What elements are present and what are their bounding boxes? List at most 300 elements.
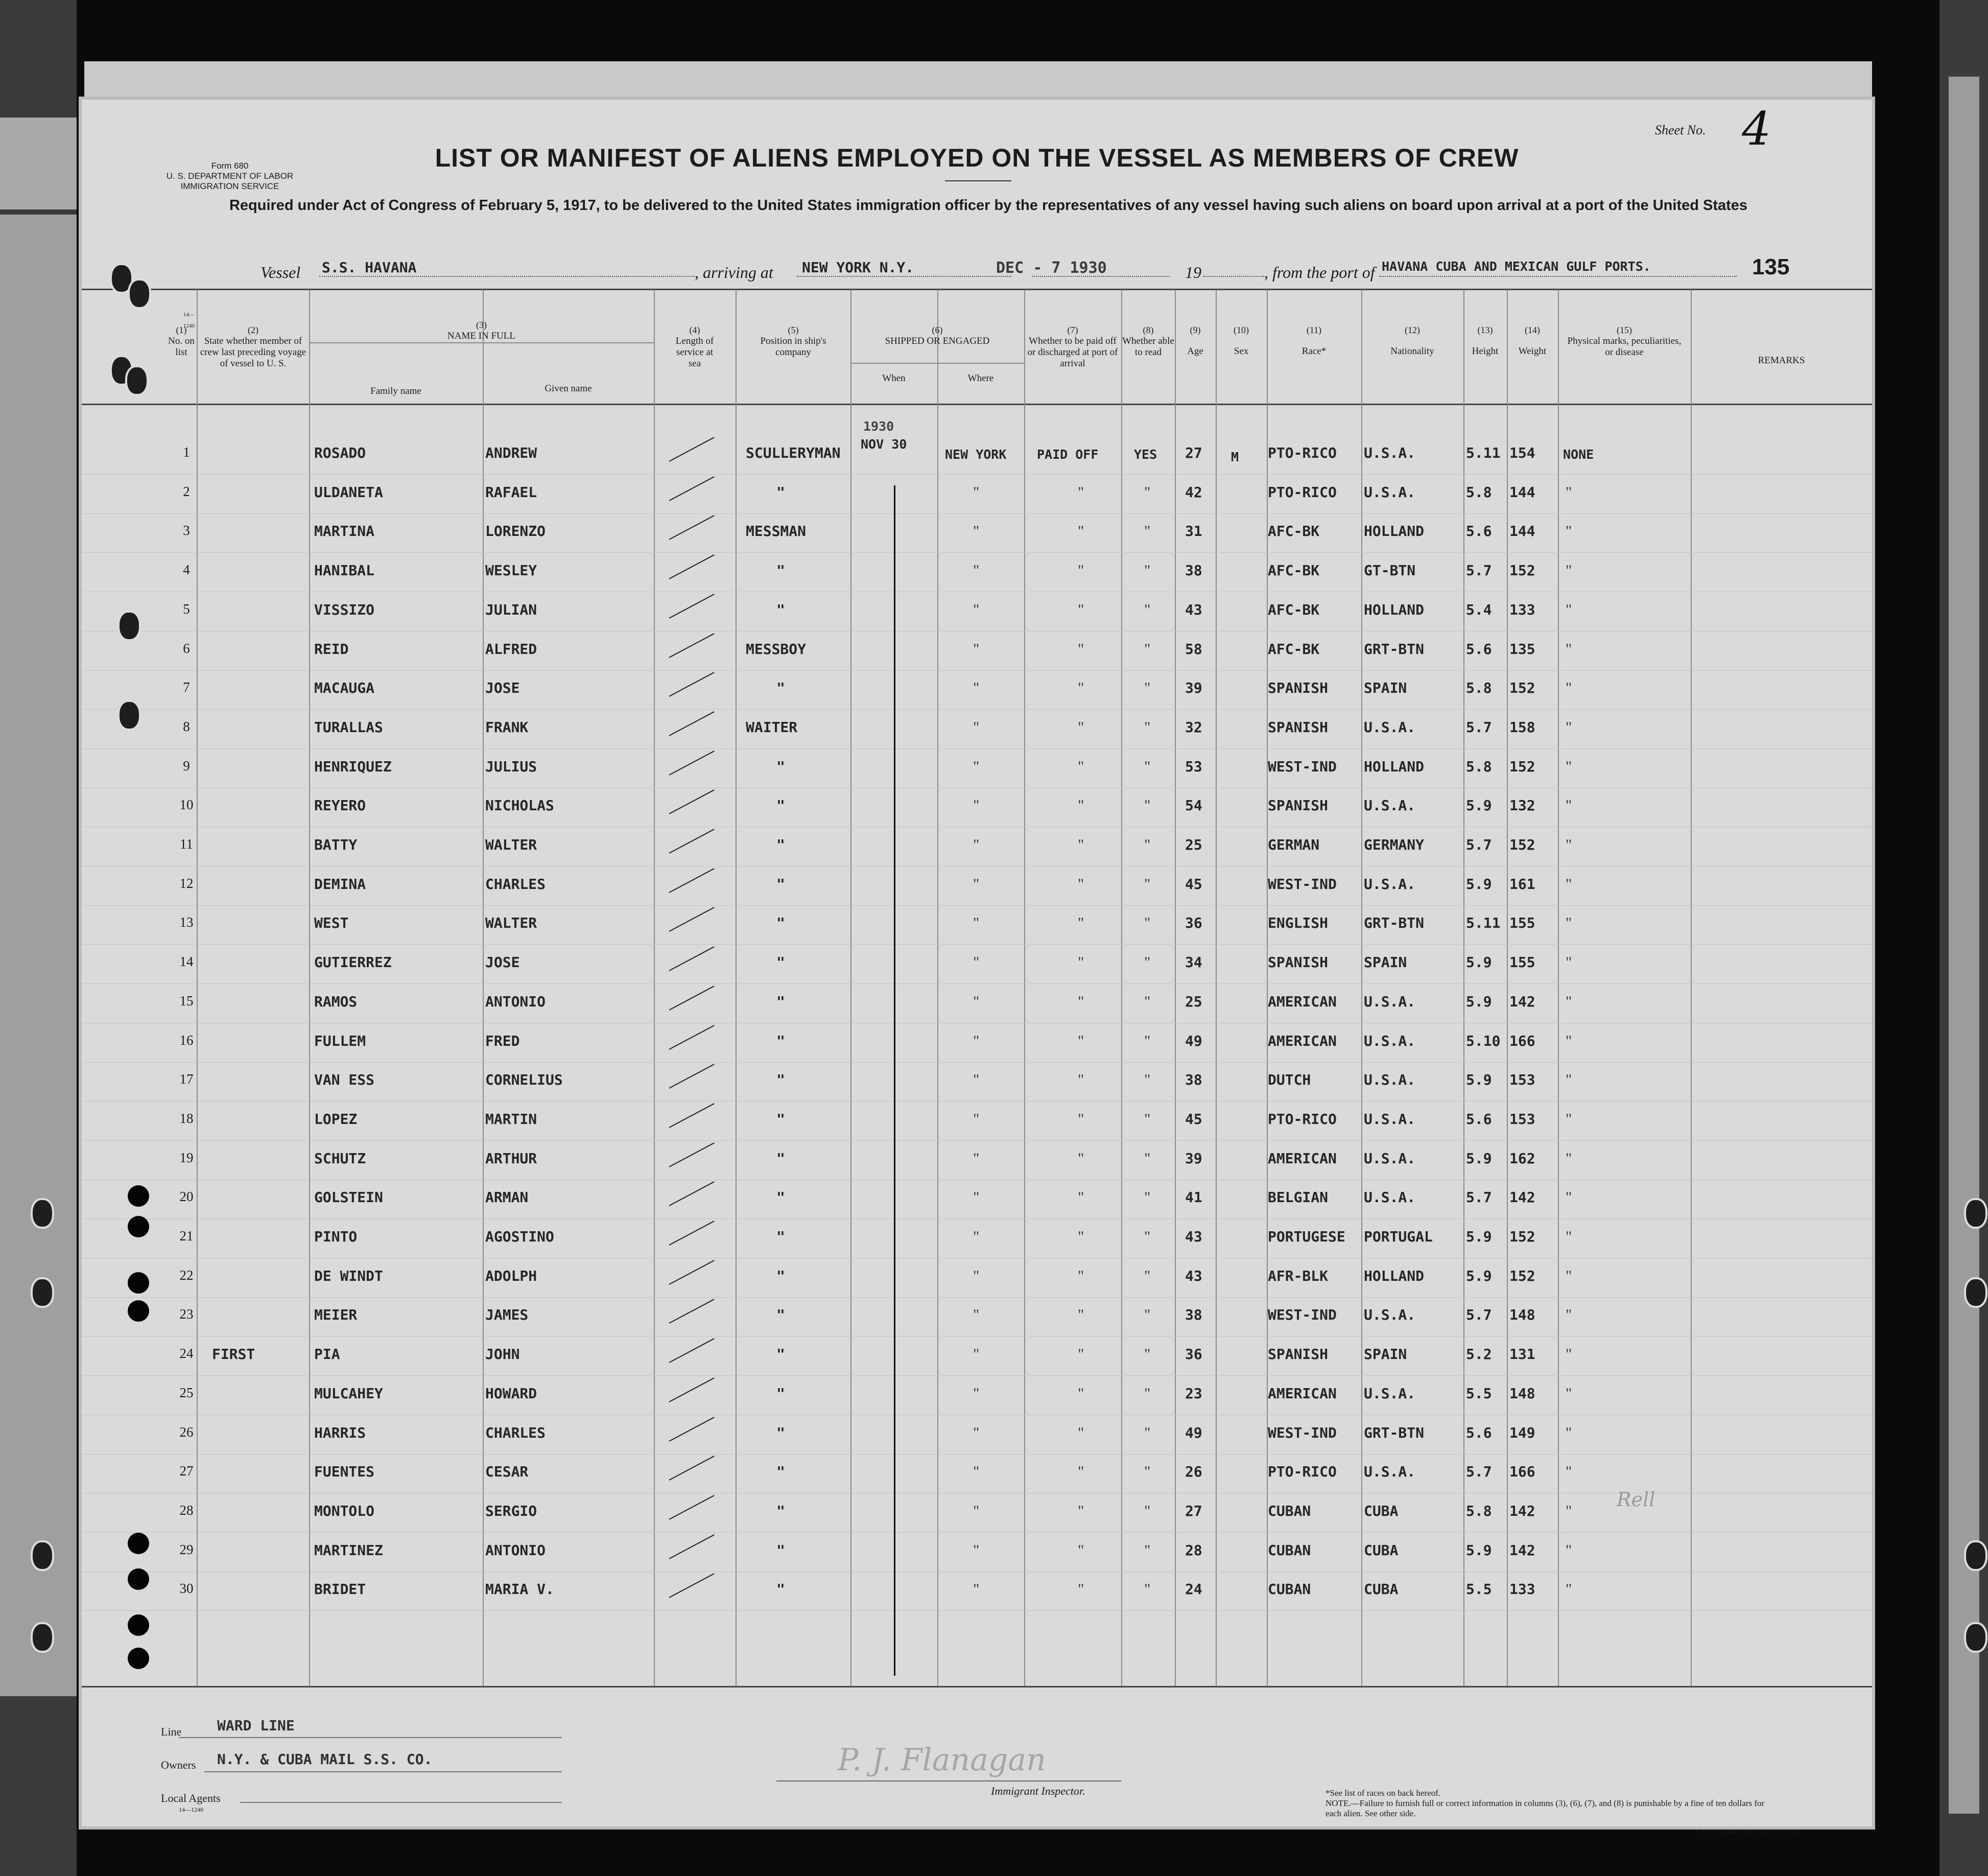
nationality: SPAIN	[1364, 954, 1407, 971]
age: 36	[1185, 914, 1202, 932]
race: BELGIAN	[1268, 1189, 1329, 1206]
race: SPANISH	[1268, 797, 1329, 814]
race: WEST-IND	[1268, 1306, 1337, 1324]
where-ditto: "	[973, 1541, 980, 1559]
service-length-stroke	[669, 1025, 715, 1050]
nationality: CUBA	[1364, 1541, 1399, 1559]
read-ditto: "	[1144, 1032, 1151, 1049]
where-ditto: "	[973, 523, 980, 540]
punch-hole	[128, 1648, 149, 1669]
family-name: FULLEM	[314, 1032, 366, 1049]
weight: 142	[1509, 1502, 1535, 1519]
from-port-label: , from the port of	[1264, 263, 1375, 282]
position: "	[776, 1032, 785, 1049]
paid-ditto: "	[1078, 562, 1084, 579]
where-ditto: "	[973, 1502, 980, 1519]
where-ditto: "	[973, 758, 980, 775]
arriving-port: NEW YORK N.Y.	[802, 259, 914, 276]
given-name: FRED	[485, 1032, 520, 1049]
age: 23	[1185, 1385, 1202, 1402]
age: 53	[1185, 758, 1202, 775]
row-number: 5	[183, 601, 190, 617]
race: SPANISH	[1268, 679, 1329, 697]
punch-hole	[128, 1568, 149, 1590]
service-length-stroke	[669, 751, 715, 776]
punch-hole	[31, 1540, 54, 1571]
service-length-stroke	[669, 672, 715, 697]
family-name: DE WINDT	[314, 1267, 383, 1284]
race: AFC-BK	[1268, 523, 1320, 540]
col6-when-header: When	[882, 373, 906, 384]
family-name: TURALLAS	[314, 718, 383, 736]
marks-ditto: "	[1566, 640, 1572, 658]
page-subtitle: Required under Act of Congress of February 5, 1917, to be delivered to the United States immigration officer by the representatives of any vessel having such aliens on board upon arrival at a port of the United States	[229, 197, 1748, 214]
read-ditto: "	[1144, 1385, 1151, 1402]
row-number: 25	[179, 1385, 194, 1400]
printer-imprint: U. S. GOVERNMENT PRINTING OFFICE: 1929	[1696, 1829, 1800, 1835]
service-length-stroke	[669, 1142, 715, 1167]
paid-ditto: "	[1078, 954, 1084, 971]
given-name: CHARLES	[485, 1424, 546, 1441]
weight: 148	[1509, 1306, 1535, 1324]
punch-hole	[31, 1198, 54, 1229]
nationality: U.S.A.	[1364, 797, 1416, 814]
weight: 161	[1509, 875, 1535, 893]
paid-ditto: "	[1078, 1032, 1084, 1049]
where-ditto: "	[973, 1306, 980, 1324]
marks-ditto: "	[1566, 601, 1572, 618]
nationality: GRT-BTN	[1364, 914, 1425, 932]
read-ditto: "	[1144, 1110, 1151, 1128]
marks-ditto: "	[1566, 1502, 1572, 1519]
marks-ditto: "	[1566, 679, 1572, 697]
height: 5.7	[1466, 1463, 1492, 1481]
race: SPANISH	[1268, 954, 1329, 971]
family-name: SCHUTZ	[314, 1150, 366, 1167]
weight: 154	[1509, 444, 1535, 461]
given-name: CESAR	[485, 1463, 529, 1481]
age: 58	[1185, 640, 1202, 658]
row-number: 20	[179, 1189, 194, 1205]
punch-hole	[128, 1216, 149, 1237]
race: AFR-BLK	[1268, 1267, 1329, 1284]
service-length-stroke	[669, 1456, 715, 1481]
year-label: 19	[1185, 263, 1201, 282]
marks-ditto: "	[1566, 836, 1572, 853]
read-ditto: "	[1144, 1071, 1151, 1089]
form-department: U. S. DEPARTMENT OF LABOR	[166, 171, 294, 181]
service-length-stroke	[669, 554, 715, 579]
punch-hole	[1964, 1198, 1987, 1229]
height: 5.8	[1466, 758, 1492, 775]
col10-header: (10) Sex	[1234, 325, 1249, 357]
position: "	[776, 601, 785, 618]
age: 26	[1185, 1463, 1202, 1481]
family-name: REYERO	[314, 797, 366, 814]
where-ditto: "	[973, 1267, 980, 1284]
height: 5.9	[1466, 954, 1492, 971]
nationality: U.S.A.	[1364, 718, 1416, 736]
punch-hole	[31, 1277, 54, 1308]
row-number: 21	[179, 1228, 194, 1244]
family-name: MULCAHEY	[314, 1385, 383, 1402]
read-ditto: "	[1144, 1502, 1151, 1519]
read-ditto: "	[1144, 993, 1151, 1010]
height: 5.8	[1466, 1502, 1492, 1519]
given-name: NICHOLAS	[485, 797, 554, 814]
service-length-stroke	[669, 1260, 715, 1285]
read-ditto: "	[1144, 601, 1151, 618]
race: PORTUGESE	[1268, 1228, 1345, 1245]
where-ditto: "	[973, 562, 980, 579]
service-length-stroke	[669, 1495, 715, 1520]
service-length-stroke	[669, 437, 715, 462]
service-length-stroke	[669, 829, 715, 854]
col7-header: (7) Whether to be paid off or discharged at port of arrival	[1027, 325, 1118, 369]
col2-code: 14—1240	[183, 312, 195, 329]
given-name: JULIAN	[485, 601, 537, 618]
race: AMERICAN	[1268, 1385, 1337, 1402]
given-name: CORNELIUS	[485, 1071, 563, 1089]
race: WEST-IND	[1268, 1424, 1337, 1441]
given-name: JOHN	[485, 1346, 520, 1363]
service-length-stroke	[669, 1221, 715, 1246]
paid-ditto: "	[1078, 1385, 1084, 1402]
punch-hole	[128, 278, 151, 309]
paid-ditto: "	[1078, 1228, 1084, 1245]
age: 38	[1185, 1071, 1202, 1089]
weight: 152	[1509, 562, 1535, 579]
weight: 144	[1509, 523, 1535, 540]
punch-hole	[128, 1272, 149, 1294]
service-length-stroke	[669, 515, 715, 541]
height: 5.8	[1466, 483, 1492, 501]
row-rule	[82, 670, 1872, 671]
punch-hole	[125, 365, 149, 396]
height: 5.7	[1466, 1306, 1492, 1324]
given-name: JOSE	[485, 679, 520, 697]
race: AFC-BK	[1268, 601, 1320, 618]
marks-ditto: "	[1566, 1150, 1572, 1167]
read-ditto: "	[1144, 836, 1151, 853]
row-rule	[82, 1375, 1872, 1376]
row-rule	[82, 1610, 1872, 1611]
marks-ditto: "	[1566, 1228, 1572, 1245]
marks-ditto: "	[1566, 1581, 1572, 1598]
col3-header: (3) NAME IN FULL	[447, 320, 515, 341]
punch-hole	[1964, 1540, 1987, 1571]
position: "	[776, 1385, 785, 1402]
service-length-stroke	[669, 1299, 715, 1324]
nationality: SPAIN	[1364, 679, 1407, 697]
local-agents-label: Local Agents	[161, 1792, 221, 1804]
where-ditto: "	[973, 797, 980, 814]
race: PTO-RICO	[1268, 1110, 1337, 1128]
read-ditto: "	[1144, 679, 1151, 697]
paid-ditto: "	[1078, 601, 1084, 618]
col1-header: (1) No. on list	[168, 325, 195, 358]
footnote	[1326, 1788, 1775, 1819]
family-name: RAMOS	[314, 993, 358, 1010]
marks-ditto: "	[1566, 758, 1572, 775]
age: 49	[1185, 1424, 1202, 1441]
position: "	[776, 836, 785, 853]
race: AFC-BK	[1268, 640, 1320, 658]
punch-hole	[31, 1622, 54, 1653]
position: "	[776, 993, 785, 1010]
position: "	[776, 758, 785, 775]
read-ditto: "	[1144, 797, 1151, 814]
race: AMERICAN	[1268, 1032, 1337, 1049]
where-ditto: "	[973, 954, 980, 971]
race: CUBAN	[1268, 1502, 1311, 1519]
where-ditto: "	[973, 1424, 980, 1441]
row-rule	[82, 552, 1872, 553]
paid-ditto: "	[1078, 1541, 1084, 1559]
height: 5.7	[1466, 1189, 1492, 1206]
sex-value: M	[1231, 450, 1239, 464]
paid-ditto: "	[1078, 758, 1084, 775]
last-voyage-value: FIRST	[212, 1346, 255, 1363]
col9-header: (9) Age	[1187, 325, 1203, 357]
age: 31	[1185, 523, 1202, 540]
read-ditto: "	[1144, 914, 1151, 932]
weight: 166	[1509, 1032, 1535, 1049]
where-ditto: "	[973, 483, 980, 501]
paid-ditto: "	[1078, 483, 1084, 501]
family-name: PINTO	[314, 1228, 358, 1245]
paid-ditto: "	[1078, 640, 1084, 658]
service-length-stroke	[669, 907, 715, 932]
marks-ditto: "	[1566, 1267, 1572, 1284]
age: 25	[1185, 836, 1202, 853]
service-length-stroke	[669, 1573, 715, 1598]
service-length-stroke	[669, 1103, 715, 1128]
form-service: IMMIGRATION SERVICE	[180, 181, 279, 191]
height: 5.9	[1466, 875, 1492, 893]
read-ditto: "	[1144, 562, 1151, 579]
row-number: 22	[179, 1267, 194, 1283]
read-ditto: "	[1144, 954, 1151, 971]
paid-ditto: "	[1078, 523, 1084, 540]
position: "	[776, 1189, 785, 1206]
race: CUBAN	[1268, 1581, 1311, 1598]
row-rule	[82, 944, 1872, 945]
row-number: 23	[179, 1306, 194, 1322]
read-ditto: "	[1144, 1581, 1151, 1598]
weight: 142	[1509, 1541, 1535, 1559]
row-rule	[82, 1297, 1872, 1298]
title-divider	[945, 180, 1011, 181]
given-name: JULIUS	[485, 758, 537, 775]
given-name: JAMES	[485, 1306, 529, 1324]
age: 25	[1185, 993, 1202, 1010]
col11-header: (11) Race*	[1301, 325, 1327, 357]
family-name: FUENTES	[314, 1463, 375, 1481]
col5-header: (5) Position in ship's company	[760, 325, 826, 358]
given-name: HOWARD	[485, 1385, 537, 1402]
col3-family-header: Family name	[370, 386, 421, 396]
manifest-sheet	[82, 100, 1872, 1835]
family-name: VAN ESS	[314, 1071, 375, 1089]
family-name: GOLSTEIN	[314, 1189, 383, 1206]
weight: 155	[1509, 914, 1535, 932]
marks-ditto: "	[1566, 1189, 1572, 1206]
position: "	[776, 914, 785, 932]
row-rule	[82, 709, 1872, 710]
read-ditto: "	[1144, 1346, 1151, 1363]
where-ditto: "	[973, 993, 980, 1010]
read-ditto: "	[1144, 1228, 1151, 1245]
race: ENGLISH	[1268, 914, 1329, 932]
position: "	[776, 875, 785, 893]
height: 5.9	[1466, 797, 1492, 814]
weight: 132	[1509, 797, 1535, 814]
weight: 144	[1509, 483, 1535, 501]
col4-header: (4) Length of service at sea	[675, 325, 714, 369]
left-adjacent-page	[0, 0, 77, 1876]
given-name: RAFAEL	[485, 483, 537, 501]
position: SCULLERYMAN	[746, 444, 841, 461]
row-number: 12	[179, 875, 194, 891]
read-ditto: "	[1144, 1424, 1151, 1441]
read-ditto: "	[1144, 1306, 1151, 1324]
family-name: MONTOLO	[314, 1502, 375, 1519]
col8-header: (8) Whether able to read	[1122, 325, 1174, 358]
race: SPANISH	[1268, 718, 1329, 736]
height: 5.9	[1466, 1071, 1492, 1089]
age: 39	[1185, 679, 1202, 697]
row-number: 28	[179, 1502, 194, 1518]
shipped-where: NEW YORK	[945, 447, 1007, 462]
weight: 153	[1509, 1110, 1535, 1128]
sheet-number-handwritten: 4	[1742, 102, 1771, 156]
where-ditto: "	[973, 875, 980, 893]
physical-marks-value: NONE	[1563, 447, 1594, 462]
read-ditto: "	[1144, 718, 1151, 736]
service-length-stroke	[669, 711, 715, 736]
paid-ditto: "	[1078, 1071, 1084, 1089]
nationality: U.S.A.	[1364, 1110, 1416, 1128]
family-name: BATTY	[314, 836, 358, 853]
service-length-stroke	[669, 1181, 715, 1206]
where-ditto: "	[973, 1150, 980, 1167]
read-ditto: "	[1144, 483, 1151, 501]
row-number: 17	[179, 1071, 194, 1087]
position: "	[776, 1424, 785, 1441]
position: "	[776, 483, 785, 501]
height: 5.4	[1466, 601, 1492, 618]
row-number: 26	[179, 1424, 194, 1440]
service-length-stroke	[669, 868, 715, 893]
age: 54	[1185, 797, 1202, 814]
height: 5.6	[1466, 1424, 1492, 1441]
position: MESSBOY	[746, 640, 807, 658]
marks-ditto: "	[1566, 954, 1572, 971]
nationality: U.S.A.	[1364, 444, 1416, 461]
arrival-date-stamp: DEC - 7 1930	[996, 259, 1107, 277]
height: 5.9	[1466, 1267, 1492, 1284]
row-number: 30	[179, 1581, 194, 1597]
vessel-name: S.S. HAVANA	[322, 259, 417, 276]
height: 5.9	[1466, 1228, 1492, 1245]
given-name: ALFRED	[485, 640, 537, 658]
line-value: WARD LINE	[217, 1717, 295, 1734]
read-ditto: "	[1144, 1463, 1151, 1481]
row-rule	[82, 1454, 1872, 1455]
position: "	[776, 1071, 785, 1089]
sheet-label: Sheet No.	[1655, 123, 1706, 137]
nationality: HOLLAND	[1364, 758, 1425, 775]
position: "	[776, 1502, 785, 1519]
given-name: WALTER	[485, 836, 537, 853]
nationality: U.S.A.	[1364, 1306, 1416, 1324]
height: 5.7	[1466, 718, 1492, 736]
age: 34	[1185, 954, 1202, 971]
col16-header: REMARKS	[1758, 355, 1805, 366]
row-number: 13	[179, 914, 194, 930]
punch-hole	[128, 1533, 149, 1554]
col2-header: (2) State whether member of crew last preceding voyage of vessel to U. S.	[200, 325, 306, 369]
age: 45	[1185, 875, 1202, 893]
race: PTO-RICO	[1268, 1463, 1337, 1481]
nationality: U.S.A.	[1364, 1189, 1416, 1206]
weight: 162	[1509, 1150, 1535, 1167]
service-length-stroke	[669, 789, 715, 814]
marks-ditto: "	[1566, 1463, 1572, 1481]
height: 5.7	[1466, 562, 1492, 579]
position: "	[776, 1541, 785, 1559]
family-name: MACAUGA	[314, 679, 375, 697]
weight: 142	[1509, 993, 1535, 1010]
age: 27	[1185, 444, 1202, 461]
row-rule	[82, 513, 1872, 514]
table-top-rule	[82, 289, 1872, 290]
age: 38	[1185, 1306, 1202, 1324]
service-length-stroke	[669, 946, 715, 971]
paid-ditto: "	[1078, 1581, 1084, 1598]
nationality: GT-BTN	[1364, 562, 1416, 579]
paid-ditto: "	[1078, 914, 1084, 932]
height: 5.10	[1466, 1032, 1501, 1049]
weight: 135	[1509, 640, 1535, 658]
nationality: U.S.A.	[1364, 1032, 1416, 1049]
height: 5.11	[1466, 914, 1501, 932]
age: 28	[1185, 1541, 1202, 1559]
service-length-stroke	[669, 594, 715, 619]
row-rule	[82, 905, 1872, 906]
nationality: HOLLAND	[1364, 1267, 1425, 1284]
service-length-stroke	[669, 1064, 715, 1089]
weight: 142	[1509, 1189, 1535, 1206]
paid-ditto: "	[1078, 1150, 1084, 1167]
family-name: PIA	[314, 1346, 340, 1363]
marks-ditto: "	[1566, 1110, 1572, 1128]
nationality: U.S.A.	[1364, 1385, 1416, 1402]
nationality: U.S.A.	[1364, 483, 1416, 501]
nationality: GRT-BTN	[1364, 1424, 1425, 1441]
row-number: 11	[180, 836, 193, 852]
weight: 149	[1509, 1424, 1535, 1441]
where-ditto: "	[973, 601, 980, 618]
row-number: 1	[183, 444, 190, 460]
read-ditto: "	[1144, 875, 1151, 893]
where-ditto: "	[973, 1110, 980, 1128]
where-ditto: "	[973, 1032, 980, 1049]
family-name: HANIBAL	[314, 562, 375, 579]
paid-ditto: "	[1078, 1189, 1084, 1206]
race: CUBAN	[1268, 1541, 1311, 1559]
